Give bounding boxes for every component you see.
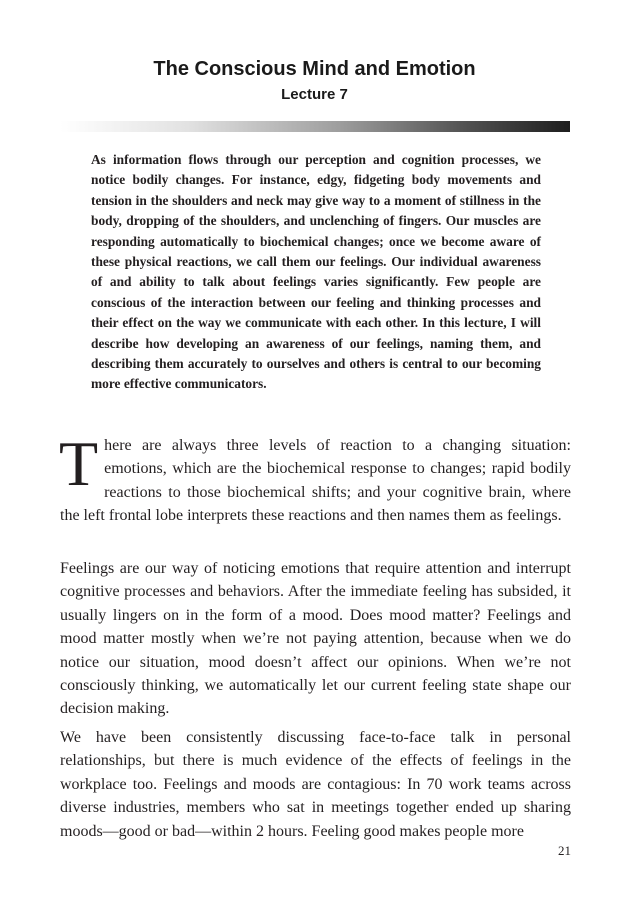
gradient-rule: [60, 121, 570, 132]
body-paragraph-3: We have been consistently discussing face-to-face talk in personal relationships, but there is much evidence of the effects of feelings in the workplace too. Feelings and moods are contagious: In 70 work teams across diverse industries, members who sat in meetings together ended up sharing moods—good or bad—within 2 hours. Feeling good makes people more: [60, 729, 571, 840]
page-number: 21: [558, 843, 571, 858]
body-paragraph-2: Feelings are our way of noticing emotions that require attention and interrupt cognitive processes and behaviors. After the immediate feeling has subsided, it usually lingers on in the form of a mood. Does mood matter? Feelings and mood matter mostly when we’re not paying attention, because when we do notice our situation, mood doesn’t affect our opinions. When we’re not consciously thinking, we automatically let our current feeling state shape our decision making.: [60, 560, 571, 718]
drop-cap: T: [59, 428, 99, 499]
intro-paragraph: As information flows through our perception and cognition processes, we notice bodily changes. For instance, edgy, fidgeting body movements and tension in the shoulders and neck may give way to a moment of stillness in the body, dropping of the shoulders, and unclenching of fingers. Our muscles are responding automatically to biochemical changes; once we become aware of these physical reactions, we call them our feelings. Our individual awareness of and ability to talk about feelings varies significantly. Few people are conscious of the interaction between our feeling and thinking processes and their effect on the way we communicate with each other. In this lecture, I will describe how developing an awareness of our feelings, naming them, and describing them accurately to ourselves and others is central to our becoming more effective communicators.: [91, 152, 541, 392]
chapter-title: The Conscious Mind and Emotion: [153, 58, 476, 80]
body-paragraph-1-text: here are always three levels of reaction to a changing situation: emotions, which are the biochemical response to changes; rapid bodily reactions to those biochemical shifts; and your cognitive brain, where the left frontal lobe interprets these reactions and then names them as feelings.: [60, 437, 571, 525]
body-paragraph-1: [59, 428, 571, 528]
lecture-label: Lecture 7: [281, 86, 348, 103]
